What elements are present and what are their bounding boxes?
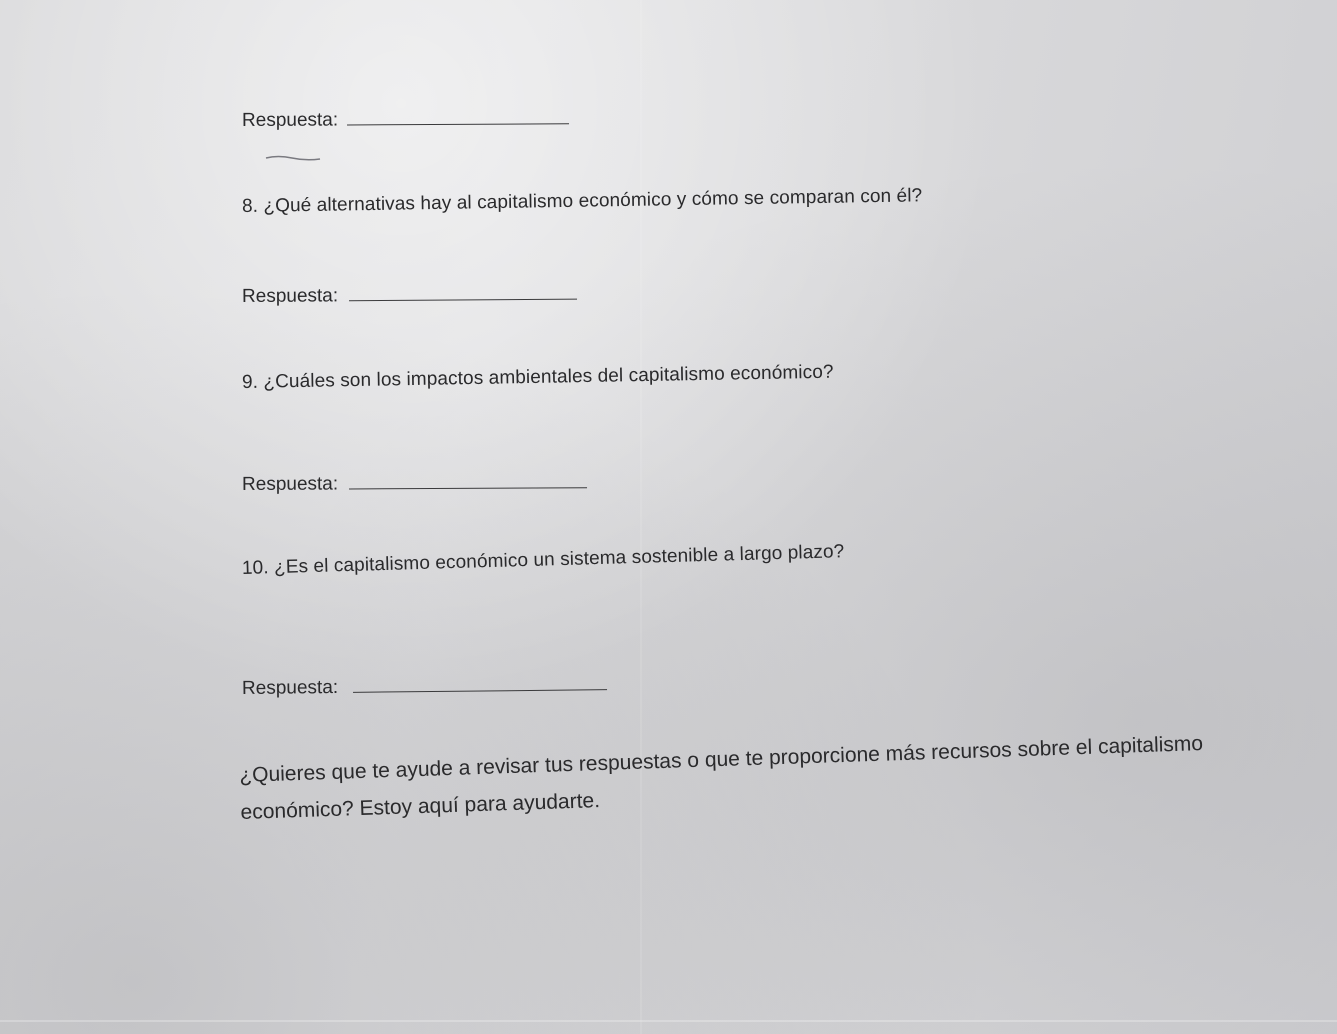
- answer-line-10: [242, 674, 608, 700]
- question-number: 9.: [241, 371, 259, 393]
- answer-blank[interactable]: [349, 298, 577, 302]
- answer-label: Respuesta:: [241, 285, 339, 307]
- question-text: ¿Cuáles son los impactos ambientales del capitalismo económico?: [263, 361, 834, 393]
- question-10: [242, 541, 845, 580]
- question-number: 10.: [241, 557, 269, 579]
- question-number: 8.: [241, 195, 259, 217]
- answer-blank[interactable]: [349, 486, 587, 489]
- answer-blank[interactable]: [353, 688, 607, 693]
- paper-crease: [0, 1020, 1337, 1022]
- answer-blank[interactable]: [347, 122, 569, 125]
- answer-label: Respuesta:: [241, 676, 339, 699]
- pen-mark: [264, 154, 322, 162]
- question-8: [242, 185, 923, 218]
- closing-message: ¿Quieres que te ayude a revisar tus respuestas o que te proporcione más recursos sobre el capitalismo económico? Estoy aquí para ayudarte.: [238, 732, 1204, 824]
- answer-label: Respuesta:: [241, 473, 339, 495]
- answer-label: Respuesta:: [241, 109, 339, 131]
- answer-line-7: [242, 108, 570, 132]
- question-text: ¿Es el capitalismo económico un sistema sostenible a largo plazo?: [273, 541, 845, 579]
- answer-line-9: [242, 472, 588, 496]
- question-9: [242, 362, 834, 394]
- question-text: ¿Qué alternativas hay al capitalismo económico y cómo se comparan con él?: [263, 185, 923, 217]
- answer-line-8: [242, 284, 578, 308]
- paper-crease: [640, 0, 642, 1034]
